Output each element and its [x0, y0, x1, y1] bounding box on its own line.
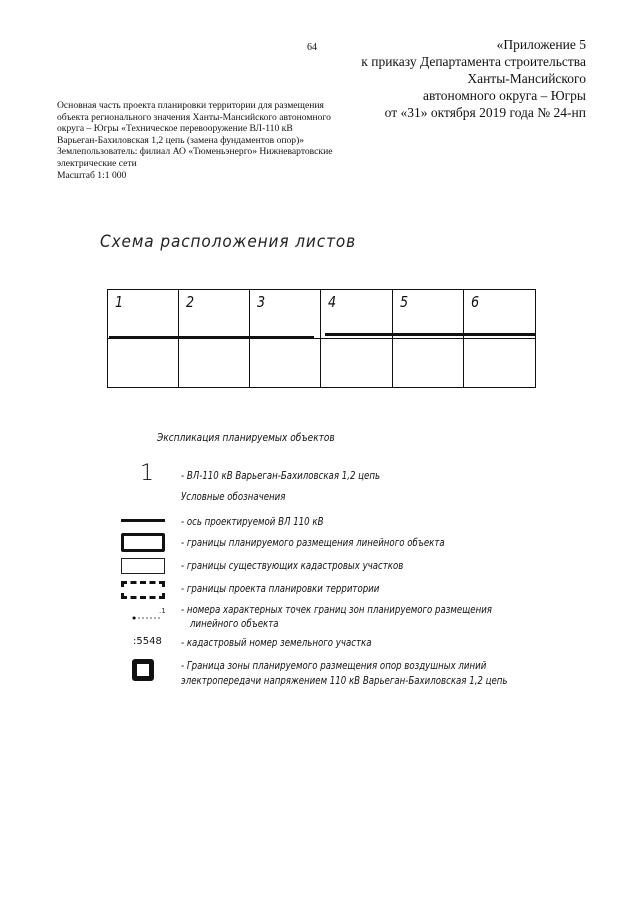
sheet-cell-1 — [108, 290, 179, 339]
sheet-cell-2 — [179, 290, 250, 339]
svg-text:.1: .1 — [159, 607, 166, 615]
legend-item-text: - границы существующих кадастровых участков — [181, 560, 404, 572]
legend-item-text: - номера характерных точек границ зон планируемого размещения — [181, 604, 492, 616]
project-line: Варьеган-Бахиловская 1,2 цепь (замена фундаментов опор)» — [57, 134, 305, 146]
legend-item-text: электропередачи напряжением 110 кВ Варьеган-Бахиловская 1,2 цепь — [181, 675, 508, 687]
cadastral-number-sample: :5548 — [133, 636, 162, 647]
legend-title: Условные обозначения — [181, 491, 286, 503]
sheet-cell-lower — [179, 339, 250, 387]
legend-item-text: линейного объекта — [190, 618, 279, 630]
point-marker-icon — [130, 602, 170, 624]
sheet-cell-lower — [393, 339, 464, 387]
project-line: электрические сети — [57, 157, 137, 169]
object-number: 1 — [140, 461, 154, 486]
page-number: 64 — [307, 42, 317, 53]
sheet-cell-lower — [250, 339, 321, 387]
sheet-cell-lower — [464, 339, 535, 387]
sheet-cell-4 — [321, 290, 392, 339]
project-description — [57, 100, 377, 181]
scheme-title: Схема расположения листов — [100, 232, 357, 252]
bold-square-icon — [132, 659, 154, 681]
annex-line: Ханты-Мансийского — [467, 71, 586, 86]
project-line: Масштаб 1:1 000 — [57, 169, 127, 181]
sheet-number: 6 — [470, 293, 479, 311]
legend-item-text: - границы проекта планировки территории — [181, 583, 380, 595]
project-line: округа – Югры «Техническое перевооружение ВЛ-110 кВ — [57, 123, 293, 135]
legend-item-text: - границы планируемого размещения линейного объекта — [181, 537, 445, 549]
annex-line: от «31» октября 2019 года № 24-нп — [384, 105, 586, 120]
project-line: Основная часть проекта планировки территории для размещения — [57, 100, 324, 111]
thick-rect-icon — [121, 533, 165, 552]
thick-line-icon — [121, 519, 165, 522]
annex-line: автономного округа – Югры — [423, 88, 586, 103]
sheet-cell-6 — [464, 290, 535, 339]
project-line: объекта регионального значения Ханты-Мансийского автономного — [57, 111, 331, 123]
object-description: - ВЛ-110 кВ Варьеган-Бахиловская 1,2 цепь — [181, 470, 381, 482]
dashed-rect-icon — [121, 581, 165, 599]
sheet-cell-5 — [393, 290, 464, 339]
sheet-cell-lower — [321, 339, 392, 387]
explication-title: Экспликация планируемых объектов — [157, 431, 335, 444]
legend-item-text: - ось проектируемой ВЛ 110 кВ — [181, 516, 324, 528]
sheet-number: 5 — [399, 293, 408, 311]
sheet-number: 2 — [186, 293, 195, 311]
annex-line: к приказу Департамента строительства — [361, 54, 586, 69]
legend-item-text: - кадастровый номер земельного участка — [181, 637, 372, 649]
thin-rect-icon — [121, 558, 165, 574]
sheet-number: 1 — [115, 293, 124, 311]
annex-header — [361, 36, 586, 121]
project-line: Землепользователь: филиал АО «Тюменьэнерго» Нижневартовские — [57, 146, 333, 158]
sheet-number: 4 — [328, 293, 337, 311]
sheet-cell-lower — [108, 339, 179, 387]
sheet-cell-3 — [250, 290, 321, 339]
vl-axis-line-left — [109, 336, 314, 339]
legend-item-text: - Граница зоны планируемого размещения опор воздушных линий — [181, 660, 487, 672]
annex-line: «Приложение 5 — [496, 37, 586, 52]
sheet-number: 3 — [257, 293, 266, 311]
vl-axis-line-right — [325, 333, 535, 336]
